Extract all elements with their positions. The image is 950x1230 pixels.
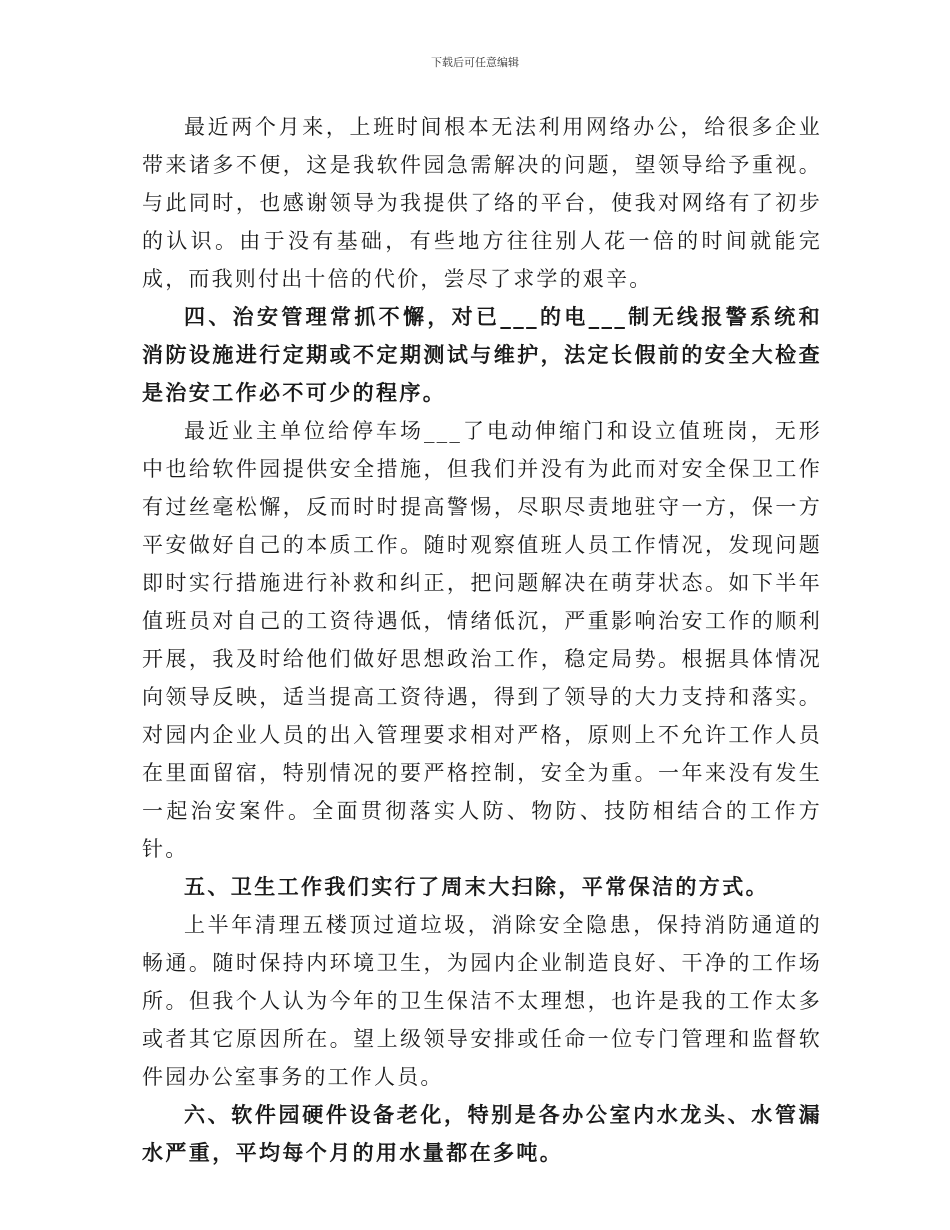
heading-section-four: 四、治安管理常抓不懈，对已___的电___制无线报警系统和消防设施进行定期或不定期测试与维护，法定长假前的安全大检查是治安工作必不可少的程序。 [142,304,822,405]
heading-section-six: 六、软件园硬件设备老化，特别是各办公室内水龙头、水管漏水严重，平均每个月的用水量都在多吨。 [142,1102,822,1165]
paragraph-hygiene: 上半年清理五楼顶过道垃圾，消除安全隐患，保持消防通道的畅通。随时保持内环境卫生，为园内企业制造良好、干净的工作场所。但我个人认为今年的卫生保洁不太理想，也许是我的工作太多或者其它原因所在。望上级领导安排或任命一位专门管理和监督软件园办公室事务的工作人员。 [142,913,822,1089]
page-header: 下载后可任意编辑 [431,56,519,69]
heading-section-five: 五、卫生工作我们实行了周末大扫除，平常保洁的方式。 [184,874,769,899]
paragraph-security: 最近业主单位给停车场___了电动伸缩门和设立值班岗，无形中也给软件园提供安全措施，但我们并没有为此而对安全保卫工作有过丝毫松懈，反而时时提高警惕，尽职尽责地驻守一方，保一方平安做好自己的本质工作。随时观察值班人员工作情况，发现问题即时实行措施进行补救和纠正，把问题解决在萌芽状态。如下半年值班员对自己的工资待遇低，情绪低沉，严重影响治安工作的顺利开展，我及时给他们做好思想政治工作，稳定局势。根据具体情况向领导反映，适当提高工资待遇，得到了领导的大力支持和落实。对园内企业人员的出入管理要求相对严格，原则上不允许工作人员在里面留宿，特别情况的要严格控制，安全为重。一年来没有发生一起治安案件。全面贯彻落实人防、物防、技防相结合的工作方针。 [142,419,822,861]
paragraph-intro: 最近两个月来，上班时间根本无法利用网络办公，给很多企业带来诸多不便，这是我软件园急需解决的问题，望领导给予重视。与此同时，也感谢领导为我提供了络的平台，使我对网络有了初步的认识。由于没有基础，有些地方往往别人花一倍的时间就能完成，而我则付出十倍的代价，尝尽了求学的艰辛。 [142,115,822,291]
document-body [142,108,822,1172]
